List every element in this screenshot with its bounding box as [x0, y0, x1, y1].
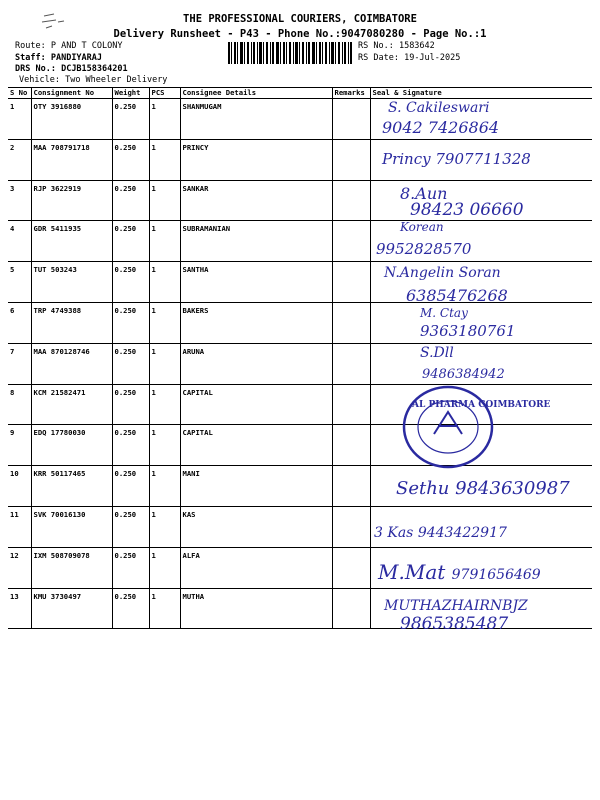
cell-pcs: 1 — [149, 506, 180, 547]
cell-weight: 0.250 — [112, 343, 149, 384]
table-row — [8, 262, 592, 303]
cell-weight: 0.250 — [112, 547, 149, 588]
cell-remarks — [332, 262, 370, 303]
cell-sno: 4 — [8, 221, 31, 262]
cell-consignee: BAKERS — [180, 302, 332, 343]
signature-7: S.Dll — [420, 345, 454, 361]
table-row — [8, 588, 592, 629]
cell-signature — [370, 506, 592, 547]
cell-consignee: SHANMUGAM — [180, 99, 332, 140]
table-row — [8, 506, 592, 547]
staff-info: Staff: PANDIYARAJ — [15, 53, 103, 63]
cell-sno: 10 — [8, 466, 31, 507]
col-header-weight: Weight — [112, 88, 149, 99]
table-row — [8, 466, 592, 507]
signature-phone-1: 9042 7426864 — [382, 118, 500, 137]
cell-signature — [370, 221, 592, 262]
cell-remarks — [332, 99, 370, 140]
cell-remarks — [332, 506, 370, 547]
cell-consignment: KCM 21582471 — [31, 384, 112, 425]
cell-consignment: TUT 503243 — [31, 262, 112, 303]
signature-phone-4: 9952828570 — [376, 240, 472, 258]
cell-pcs: 1 — [149, 547, 180, 588]
cell-signature — [370, 384, 592, 425]
cell-sno: 5 — [8, 262, 31, 303]
cell-remarks — [332, 425, 370, 466]
cell-sno: 11 — [8, 506, 31, 547]
vehicle-info: Vehicle: Two Wheeler Delivery — [19, 75, 168, 85]
cell-consignee: PRINCY — [180, 139, 332, 180]
rs-date: RS Date: 19-Jul-2025 — [358, 53, 461, 63]
runsheet-title: Delivery Runsheet - P43 - Phone No.:9047080280 - Page No.:1 — [113, 28, 487, 40]
cell-sno: 9 — [8, 425, 31, 466]
cell-consignee: KAS — [180, 506, 332, 547]
cell-consignment: KMU 3730497 — [31, 588, 112, 629]
signature-3: 8.Aun — [400, 184, 448, 203]
cell-signature — [370, 343, 592, 384]
signature-1: S. Cakileswari — [388, 100, 490, 116]
col-header-consignment: Consignment No — [31, 88, 112, 99]
runsheet-table — [8, 87, 592, 629]
cell-pcs: 1 — [149, 588, 180, 629]
table-row — [8, 343, 592, 384]
company-title: THE PROFESSIONAL COURIERS, COIMBATORE — [183, 13, 417, 25]
cell-consignment: GDR 5411935 — [31, 221, 112, 262]
signature-phone-7: 9486384942 — [422, 367, 505, 382]
cell-sno: 1 — [8, 99, 31, 140]
cell-consignment: RJP 3622919 — [31, 180, 112, 221]
cell-weight: 0.250 — [112, 221, 149, 262]
cell-consignment: IXM 508709078 — [31, 547, 112, 588]
route-info: Route: P AND T COLONY — [15, 41, 123, 51]
cell-weight: 0.250 — [112, 466, 149, 507]
cell-pcs: 1 — [149, 425, 180, 466]
cell-remarks — [332, 180, 370, 221]
table-row — [8, 221, 592, 262]
cell-remarks — [332, 221, 370, 262]
cell-consignment: OTY 3916880 — [31, 99, 112, 140]
cell-consignee: SANKAR — [180, 180, 332, 221]
cell-remarks — [332, 139, 370, 180]
table-row — [8, 425, 592, 466]
drs-info: DRS No.: DCJB158364201 — [15, 64, 128, 74]
table-header-row — [8, 88, 592, 99]
cell-consignee: SUBRAMANIAN — [180, 221, 332, 262]
rs-number: RS No.: 1583642 — [358, 41, 435, 51]
col-header-sno: S No — [8, 88, 31, 99]
table-row — [8, 302, 592, 343]
cell-consignee: MUTHA — [180, 588, 332, 629]
cell-signature — [370, 302, 592, 343]
cell-pcs: 1 — [149, 466, 180, 507]
signature-6: M. Ctay — [420, 306, 468, 320]
cell-consignment: MAA 870128746 — [31, 343, 112, 384]
cell-sno: 7 — [8, 343, 31, 384]
cell-consignment: TRP 4749388 — [31, 302, 112, 343]
cell-consignee: CAPITAL — [180, 425, 332, 466]
cell-pcs: 1 — [149, 302, 180, 343]
signature-8: Sethu 9843630987 — [396, 478, 570, 499]
cell-pcs: 1 — [149, 343, 180, 384]
cell-signature — [370, 588, 592, 629]
cell-sno: 12 — [8, 547, 31, 588]
signature-4: Korean — [400, 220, 444, 234]
cell-sno: 13 — [8, 588, 31, 629]
table-row — [8, 384, 592, 425]
cell-sno: 6 — [8, 302, 31, 343]
col-header-signature: Seal & Signature — [370, 88, 592, 99]
signature-phone-11: 9865385487 — [400, 614, 509, 634]
cell-weight: 0.250 — [112, 180, 149, 221]
signature-11: MUTHAZHAIRNBJZ — [384, 598, 528, 614]
signature-phone-3: 98423 06660 — [410, 200, 524, 220]
cell-sno: 8 — [8, 384, 31, 425]
cell-weight: 0.250 — [112, 425, 149, 466]
cell-weight: 0.250 — [112, 588, 149, 629]
signature-5: N.Angelin Soran — [384, 265, 501, 281]
table-row — [8, 139, 592, 180]
signature-2: Princy 7907711328 — [382, 150, 531, 168]
table-row — [8, 180, 592, 221]
cell-pcs: 1 — [149, 221, 180, 262]
cell-remarks — [332, 588, 370, 629]
cell-signature — [370, 262, 592, 303]
cell-weight: 0.250 — [112, 302, 149, 343]
cell-weight: 0.250 — [112, 139, 149, 180]
signature-phone-5: 6385476268 — [406, 286, 508, 305]
cell-remarks — [332, 547, 370, 588]
signature-9: 3 Kas 9443422917 — [374, 525, 507, 541]
cell-signature — [370, 180, 592, 221]
signature-10: M.Mat 9791656469 — [378, 560, 541, 584]
cell-signature — [370, 425, 592, 466]
cell-sno: 2 — [8, 139, 31, 180]
cell-consignment: KRR 50117465 — [31, 466, 112, 507]
table-row — [8, 547, 592, 588]
cell-consignee: SANTHA — [180, 262, 332, 303]
table-row — [8, 99, 592, 140]
cell-pcs: 1 — [149, 262, 180, 303]
cell-weight: 0.250 — [112, 506, 149, 547]
cell-signature — [370, 99, 592, 140]
cell-sno: 3 — [8, 180, 31, 221]
cell-consignment: SVK 70016130 — [31, 506, 112, 547]
cell-weight: 0.250 — [112, 384, 149, 425]
cell-pcs: 1 — [149, 180, 180, 221]
cell-remarks — [332, 302, 370, 343]
col-header-remarks: Remarks — [332, 88, 370, 99]
cell-weight: 0.250 — [112, 262, 149, 303]
cell-remarks — [332, 384, 370, 425]
cell-signature — [370, 547, 592, 588]
cell-consignment: EDQ 17780030 — [31, 425, 112, 466]
seal-stamp-text: AL PHARMA COIMBATORE — [412, 400, 551, 410]
signature-phone-6: 9363180761 — [420, 322, 516, 340]
cell-consignee: MANI — [180, 466, 332, 507]
barcode-icon — [228, 42, 352, 64]
cell-signature — [370, 466, 592, 507]
cell-signature — [370, 139, 592, 180]
cell-consignee: ARUNA — [180, 343, 332, 384]
cell-pcs: 1 — [149, 384, 180, 425]
cell-consignment: MAA 708791718 — [31, 139, 112, 180]
cell-remarks — [332, 343, 370, 384]
cell-remarks — [332, 466, 370, 507]
cell-consignee: CAPITAL — [180, 384, 332, 425]
cell-pcs: 1 — [149, 139, 180, 180]
cell-consignee: ALFA — [180, 547, 332, 588]
cell-weight: 0.250 — [112, 99, 149, 140]
col-header-pcs: PCS — [149, 88, 180, 99]
col-header-consignee: Consignee Details — [180, 88, 332, 99]
cell-pcs: 1 — [149, 99, 180, 140]
